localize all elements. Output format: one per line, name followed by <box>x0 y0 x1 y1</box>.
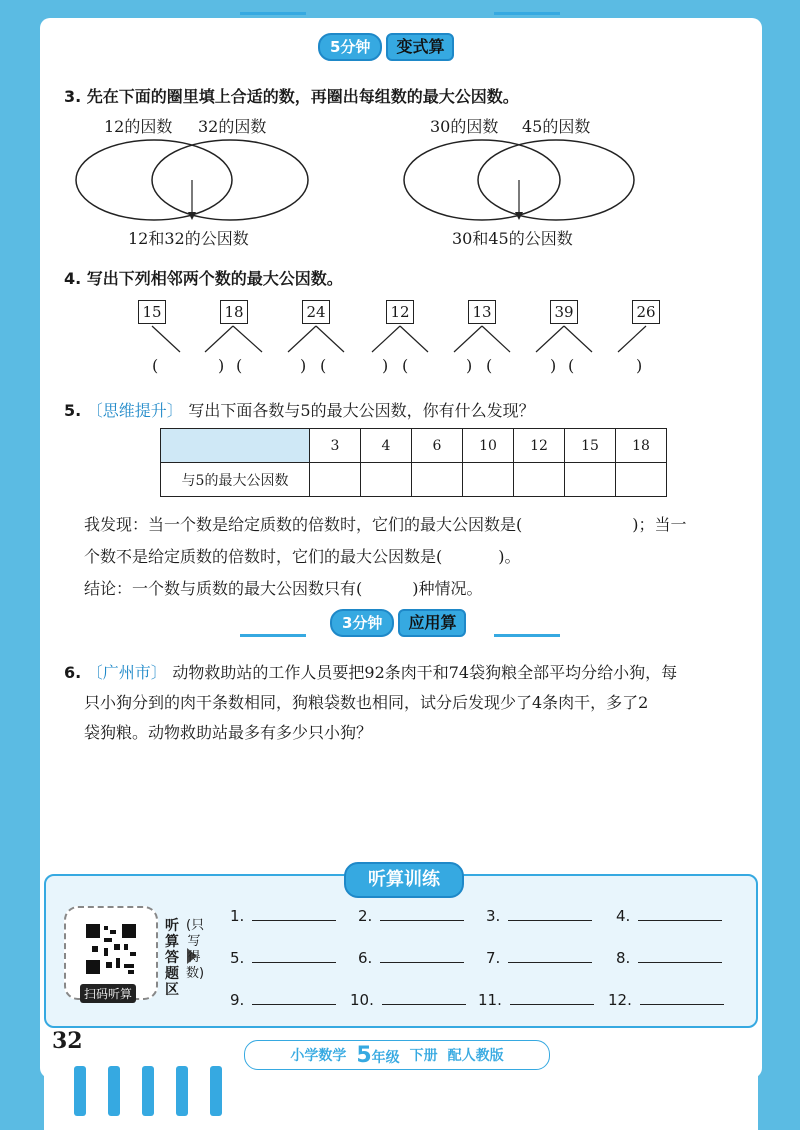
table-header-cell: 15 <box>565 429 616 463</box>
gcf-table <box>160 428 667 497</box>
answer-cell[interactable] <box>463 463 514 497</box>
section-label: 应用算 <box>398 609 466 637</box>
item-number: 1. <box>230 907 245 925</box>
binding-ring <box>74 1066 86 1116</box>
question-text: 写出下面各数与5的最大公因数，你有什么发现？ <box>188 401 535 420</box>
answer-area[interactable] <box>84 750 734 850</box>
question-4 <box>64 266 343 289</box>
finding-text-end: )；当一 <box>632 515 687 534</box>
venn-diagrams <box>0 0 800 260</box>
question-text-line1: 动物救助站的工作人员要把92条肉干和74袋狗粮全部平均分给小狗，每 <box>172 663 678 682</box>
answer-paren: ) <box>550 356 557 375</box>
footer-grade: 5 <box>356 1042 372 1068</box>
question-tag: 〔思维提升〕 <box>86 401 183 420</box>
venn1-right-circle <box>152 140 308 220</box>
listening-answer[interactable] <box>230 948 336 967</box>
listening-answer[interactable] <box>486 906 592 925</box>
question-number: 5. <box>64 401 82 420</box>
number-box: 24 <box>302 300 330 324</box>
item-number: 6. <box>358 949 373 967</box>
listening-answer[interactable] <box>350 990 466 1009</box>
page-number: 32 <box>52 1028 83 1054</box>
conclusion-text-end: )种情况。 <box>412 579 483 598</box>
question-tag: 〔广州市〕 <box>86 663 167 682</box>
answer-paren[interactable]: ( <box>152 356 159 375</box>
section-minutes: 3分钟 <box>330 609 394 637</box>
number-box: 15 <box>138 300 166 324</box>
answer-paren[interactable]: ( <box>486 356 493 375</box>
table-row-label: 与5的最大公因数 <box>161 463 310 497</box>
table-header-cell: 3 <box>310 429 361 463</box>
venn2-left-label: 30的因数 <box>430 117 499 136</box>
question-number: 4. <box>64 269 82 288</box>
table-header-cell: 4 <box>361 429 412 463</box>
listening-answer[interactable] <box>358 948 464 967</box>
section-minutes: 5分钟 <box>318 33 382 61</box>
venn2-common-label: 30和45的公因数 <box>452 229 573 248</box>
venn2-left-circle <box>404 140 560 220</box>
table-header-cell: 18 <box>616 429 667 463</box>
answer-cell[interactable] <box>310 463 361 497</box>
gcf-arrows <box>0 320 800 360</box>
answer-cell[interactable] <box>616 463 667 497</box>
answer-paren[interactable]: ( <box>236 356 243 375</box>
item-number: 2. <box>358 907 373 925</box>
question-number: 3. <box>64 87 82 106</box>
question-5 <box>64 398 535 421</box>
number-box: 12 <box>386 300 414 324</box>
section-divider-left <box>240 634 306 637</box>
item-number: 10. <box>350 991 374 1009</box>
section-divider-right <box>494 634 560 637</box>
binding-ring <box>142 1066 154 1116</box>
section-label: 变式算 <box>386 33 454 61</box>
listening-title: 听算训练 <box>344 862 464 898</box>
binding-ring <box>176 1066 188 1116</box>
conclusion-line <box>84 576 483 599</box>
answer-cell[interactable] <box>565 463 616 497</box>
item-number: 8. <box>616 949 631 967</box>
scan-label: 扫码听算 <box>80 984 136 1003</box>
finding-text-end: )。 <box>498 547 521 566</box>
answer-paren: ) <box>382 356 389 375</box>
finding-text: 我发现：当一个数是给定质数的倍数时，它们的最大公因数是( <box>84 515 523 534</box>
item-number: 7. <box>486 949 501 967</box>
question-text: 先在下面的圈里填上合适的数，再圈出每组数的最大公因数。 <box>86 87 519 106</box>
number-box: 26 <box>632 300 660 324</box>
footer-grade-unit: 年级 <box>371 1049 400 1066</box>
footer-edition: 配人教版 <box>447 1048 504 1064</box>
table-header-cell: 6 <box>412 429 463 463</box>
item-number: 11. <box>478 991 502 1009</box>
table-header-cell: 12 <box>514 429 565 463</box>
listening-answer[interactable] <box>616 948 722 967</box>
listening-note: (只写得数) <box>186 918 205 981</box>
binding-ring <box>210 1066 222 1116</box>
finding-line-2 <box>84 544 521 567</box>
footer-subject: 小学数学 <box>290 1048 347 1064</box>
answer-cell[interactable] <box>412 463 463 497</box>
answer-paren: ) <box>466 356 473 375</box>
answer-paren: ) <box>636 356 643 375</box>
number-box: 13 <box>468 300 496 324</box>
listening-answer[interactable] <box>608 990 724 1009</box>
answer-cell[interactable] <box>361 463 412 497</box>
question-text-line2: 只小狗分到的肉干条数相同，狗粮袋数也相同，试分后发现少了4条肉干，多了2 <box>84 693 649 712</box>
answer-paren[interactable]: ( <box>568 356 575 375</box>
question-text: 写出下列相邻两个数的最大公因数。 <box>86 269 343 288</box>
listening-answer[interactable] <box>358 906 464 925</box>
listening-answer[interactable] <box>230 906 336 925</box>
item-number: 5. <box>230 949 245 967</box>
footer-banner <box>244 1040 550 1070</box>
section-header-application <box>330 610 466 636</box>
question-text-line3: 袋狗粮。动物救助站最多有多少只小狗？ <box>84 723 373 742</box>
venn2-right-label: 45的因数 <box>522 117 591 136</box>
footer-volume: 下册 <box>409 1048 438 1064</box>
venn1-common-label: 12和32的公因数 <box>128 229 249 248</box>
venn1-left-label: 12的因数 <box>104 117 173 136</box>
venn1-left-circle <box>76 140 232 220</box>
table-row <box>161 463 667 497</box>
answer-paren: ) <box>218 356 225 375</box>
table-corner <box>161 429 310 463</box>
binding-ring <box>108 1066 120 1116</box>
listening-answer[interactable] <box>486 948 592 967</box>
answer-cell[interactable] <box>514 463 565 497</box>
table-header-row <box>161 429 667 463</box>
answer-paren[interactable]: ( <box>320 356 327 375</box>
question-number: 6. <box>64 663 82 682</box>
finding-text: 个数不是给定质数的倍数时，它们的最大公因数是( <box>84 547 443 566</box>
listening-answer[interactable] <box>230 990 336 1009</box>
venn1-right-label: 32的因数 <box>198 117 267 136</box>
number-box: 39 <box>550 300 578 324</box>
item-number: 3. <box>486 907 501 925</box>
answer-paren: ) <box>300 356 307 375</box>
item-number: 4. <box>616 907 631 925</box>
answer-paren[interactable]: ( <box>402 356 409 375</box>
number-box: 18 <box>220 300 248 324</box>
table-header-cell: 10 <box>463 429 514 463</box>
venn2-right-circle <box>478 140 634 220</box>
listening-answer[interactable] <box>478 990 594 1009</box>
item-number: 9. <box>230 991 245 1009</box>
question-6 <box>64 660 677 683</box>
listening-zone-label: 听算答题区 <box>165 918 179 998</box>
conclusion-text: 结论：一个数与质数的最大公因数只有( <box>84 579 363 598</box>
finding-line-1 <box>84 512 687 535</box>
item-number: 12. <box>608 991 632 1009</box>
listening-answer[interactable] <box>616 906 722 925</box>
